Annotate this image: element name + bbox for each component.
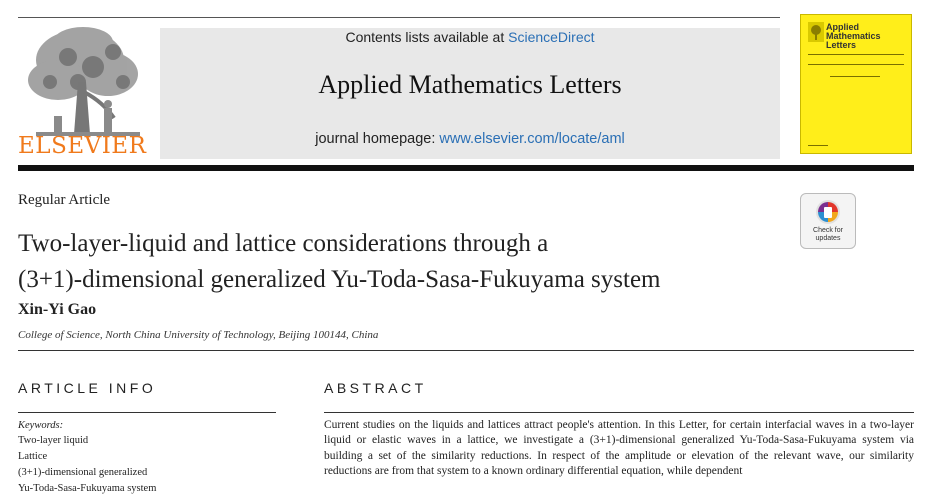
- article-info-rule: [18, 412, 276, 413]
- cover-title: [826, 23, 906, 50]
- keyword-item[interactable]: Lattice: [18, 451, 48, 462]
- section-rule: [18, 350, 914, 351]
- keyword-item[interactable]: (3+1)-dimensional generalized: [18, 467, 148, 478]
- journal-homepage-link[interactable]: www.elsevier.com/locate/aml: [439, 131, 625, 147]
- cover-title-line: Applied: [826, 22, 859, 32]
- article-info-heading: ARTICLE INFO: [18, 380, 157, 396]
- sciencedirect-link[interactable]: ScienceDirect: [508, 29, 595, 45]
- affiliation: College of Science, North China University of Technology, Beijing 100144, China: [18, 329, 379, 341]
- cover-rule: [808, 145, 828, 146]
- homepage-line: [160, 131, 780, 147]
- author-name[interactable]: Xin-Yi Gao: [18, 301, 97, 318]
- publisher-wordmark: ELSEVIER: [18, 133, 147, 159]
- check-updates-label: Check for updates: [813, 227, 843, 242]
- homepage-prefix: journal homepage:: [315, 131, 440, 147]
- keyword-item[interactable]: Yu-Toda-Sasa-Fukuyama system: [18, 483, 157, 494]
- cover-rule: [808, 64, 904, 65]
- abstract-heading: ABSTRACT: [324, 380, 427, 396]
- cover-rule: [830, 76, 880, 77]
- cover-title-line: Mathematics: [826, 31, 881, 41]
- article-title-line: Two-layer-liquid and lattice considerations through a: [18, 230, 549, 257]
- article-title: [18, 226, 758, 298]
- contents-prefix: Contents lists available at: [345, 29, 509, 45]
- article-title-line: (3+1)-dimensional generalized Yu-Toda-Sasa-Fukuyama system: [18, 266, 661, 293]
- article-type: Regular Article: [18, 192, 111, 208]
- journal-name[interactable]: Applied Mathematics Letters: [318, 70, 622, 99]
- check-updates-icon: [815, 199, 841, 225]
- cover-title-line: Letters: [826, 40, 857, 50]
- keyword-item[interactable]: Two-layer liquid: [18, 435, 89, 446]
- cover-rule: [808, 54, 904, 55]
- cover-corner-logo: [808, 22, 824, 42]
- top-rule: [18, 17, 780, 18]
- abstract-rule: [324, 412, 914, 413]
- header-thick-rule: [18, 165, 914, 171]
- contents-line: [160, 29, 780, 45]
- abstract-text: Current studies on the liquids and lattices attract people's attention. In this Letter, for certain interfacial waves in a two-layer liquid or elastic waves in a lattice, we investigate a (3+1)-dimensional generalized Yu-Toda-Sasa-Fukuyama system via building a set of the similarity reductions. In respect of the amplitude or elevation of the relevant wave, our similarity reductions are from that system to a known ordinary differential equation, while dependent: [324, 419, 914, 477]
- keywords-label: Keywords:: [18, 420, 64, 431]
